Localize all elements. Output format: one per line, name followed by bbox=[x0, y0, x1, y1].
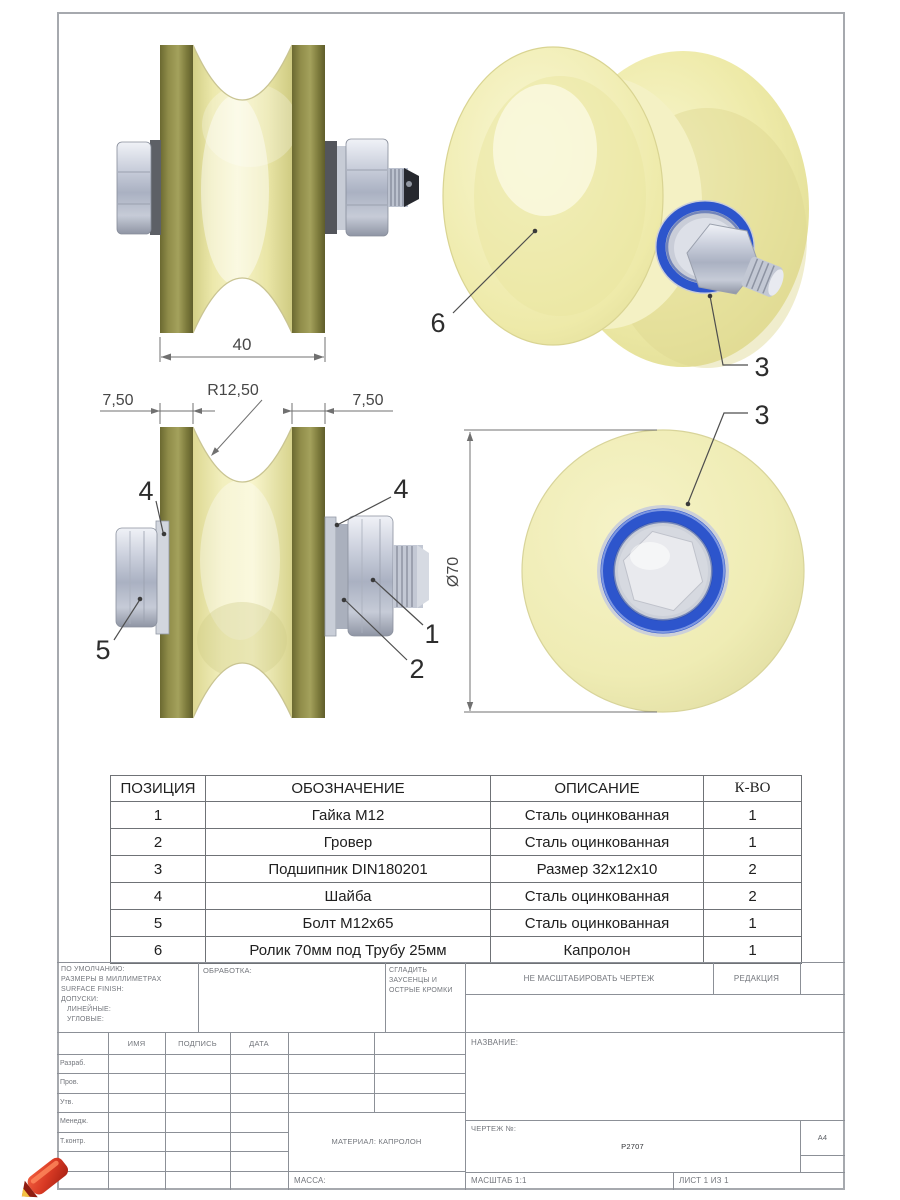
table-row bbox=[111, 829, 802, 856]
parts-table-header-row bbox=[111, 776, 802, 802]
grover-washer bbox=[336, 524, 348, 629]
cell-designation: Гайка М12 bbox=[206, 802, 491, 829]
callout-grover: 2 bbox=[409, 654, 425, 684]
table-row bbox=[111, 856, 802, 883]
cell-description: Сталь оцинкованная bbox=[491, 802, 704, 829]
red-pencil-logo bbox=[14, 1152, 78, 1200]
cell-description: Размер 32х12х10 bbox=[491, 856, 704, 883]
cell-qty: 1 bbox=[704, 910, 802, 937]
table-row bbox=[111, 802, 802, 829]
callout-roller: 6 bbox=[430, 308, 446, 338]
cell-qty: 1 bbox=[704, 937, 802, 964]
callout-bearing-iso: 3 bbox=[754, 352, 770, 382]
sheet-count-label: ЛИСТ 1 ИЗ 1 bbox=[679, 1176, 729, 1185]
view-iso bbox=[430, 47, 809, 382]
washer-front-left bbox=[156, 521, 169, 634]
sheet-format: A4 bbox=[817, 1133, 828, 1142]
drawing-no-label: ЧЕРТЕЖ №: bbox=[471, 1124, 517, 1133]
sign-row-drawn: Разраб. bbox=[60, 1060, 86, 1067]
deburr-note: СГЛАДИТЬ ЗАУСЕНЦЫ И ОСТРЫЕ КРОМКИ bbox=[389, 967, 453, 994]
sign-header-signature: ПОДПИСЬ bbox=[178, 1038, 217, 1048]
dim-width: 40 bbox=[232, 335, 252, 354]
finish-label: ОБРАБОТКА: bbox=[203, 966, 252, 975]
washer-left-side bbox=[150, 140, 161, 235]
view-face bbox=[445, 400, 804, 712]
title-block bbox=[57, 962, 845, 1190]
sign-row-manager: Менедж. bbox=[60, 1118, 89, 1125]
callout-bolt: 5 bbox=[95, 635, 111, 665]
table-row bbox=[111, 883, 802, 910]
cell-designation: Ролик 70мм под Трубу 25мм bbox=[206, 937, 491, 964]
drawing-number: P2707 bbox=[621, 1141, 644, 1151]
scale-label: МАСШТАБ 1:1 bbox=[471, 1176, 527, 1185]
cell-pos: 2 bbox=[111, 829, 206, 856]
dim-diameter: Ø70 bbox=[445, 556, 462, 588]
callout-bearing-face: 3 bbox=[754, 400, 770, 430]
mass-label: МАССА: bbox=[294, 1176, 326, 1185]
cell-qty: 2 bbox=[704, 856, 802, 883]
material-label: МАТЕРИАЛ: КАПРОЛОН bbox=[331, 1137, 422, 1146]
sign-header-date: ДАТА bbox=[249, 1038, 269, 1048]
col-qty: К-ВО bbox=[704, 776, 802, 802]
table-row bbox=[111, 910, 802, 937]
cell-pos: 5 bbox=[111, 910, 206, 937]
default-tolerances-note: ПО УМОЛЧАНИЮ: РАЗМЕРЫ В МИЛЛИМЕТРАХ SURFACE FINISH: ДОПУСКИ: ЛИНЕЙНЫЕ: УГЛОВЫЕ: bbox=[61, 966, 162, 1023]
cell-description: Сталь оцинкованная bbox=[491, 883, 704, 910]
view-side bbox=[117, 45, 419, 362]
view-front bbox=[95, 382, 439, 718]
col-description: ОПИСАНИЕ bbox=[491, 776, 704, 802]
table-row bbox=[111, 937, 802, 964]
cell-description: Сталь оцинкованная bbox=[491, 910, 704, 937]
cell-designation: Подшипник DIN180201 bbox=[206, 856, 491, 883]
sign-row-tcontrol: Т.контр. bbox=[60, 1138, 86, 1145]
cell-pos: 6 bbox=[111, 937, 206, 964]
dim-flange-right: 7,50 bbox=[352, 392, 384, 409]
nut bbox=[348, 516, 393, 636]
name-label: НАЗВАНИЕ: bbox=[471, 1038, 519, 1047]
callout-nut: 1 bbox=[424, 619, 440, 649]
cell-designation: Болт М12х65 bbox=[206, 910, 491, 937]
cell-qty: 2 bbox=[704, 883, 802, 910]
sign-header-name: ИМЯ bbox=[127, 1038, 146, 1048]
cell-pos: 1 bbox=[111, 802, 206, 829]
sign-row-checked: Пров. bbox=[60, 1079, 79, 1086]
cell-qty: 1 bbox=[704, 802, 802, 829]
cell-description: Сталь оцинкованная bbox=[491, 829, 704, 856]
dim-flange-left: 7,50 bbox=[102, 392, 134, 409]
cell-designation: Шайба bbox=[206, 883, 491, 910]
revision-label: РЕДАКЦИЯ bbox=[733, 973, 780, 983]
dim-groove-radius: R12,50 bbox=[207, 382, 259, 399]
washer-front-right bbox=[325, 517, 336, 636]
callout-washer-right: 4 bbox=[393, 474, 409, 504]
cell-qty: 1 bbox=[704, 829, 802, 856]
bolt-head bbox=[116, 528, 157, 627]
col-position: ПОЗИЦИЯ bbox=[111, 776, 206, 802]
cell-description: Капролон bbox=[491, 937, 704, 964]
do-not-scale-note: НЕ МАСШТАБИРОВАТЬ ЧЕРТЕЖ bbox=[523, 973, 655, 983]
cell-pos: 4 bbox=[111, 883, 206, 910]
parts-table bbox=[110, 775, 802, 964]
col-designation: ОБОЗНАЧЕНИЕ bbox=[206, 776, 491, 802]
callout-washer-left: 4 bbox=[138, 476, 154, 506]
cell-pos: 3 bbox=[111, 856, 206, 883]
cell-designation: Гровер bbox=[206, 829, 491, 856]
sign-row-approved: Утв. bbox=[60, 1099, 74, 1106]
